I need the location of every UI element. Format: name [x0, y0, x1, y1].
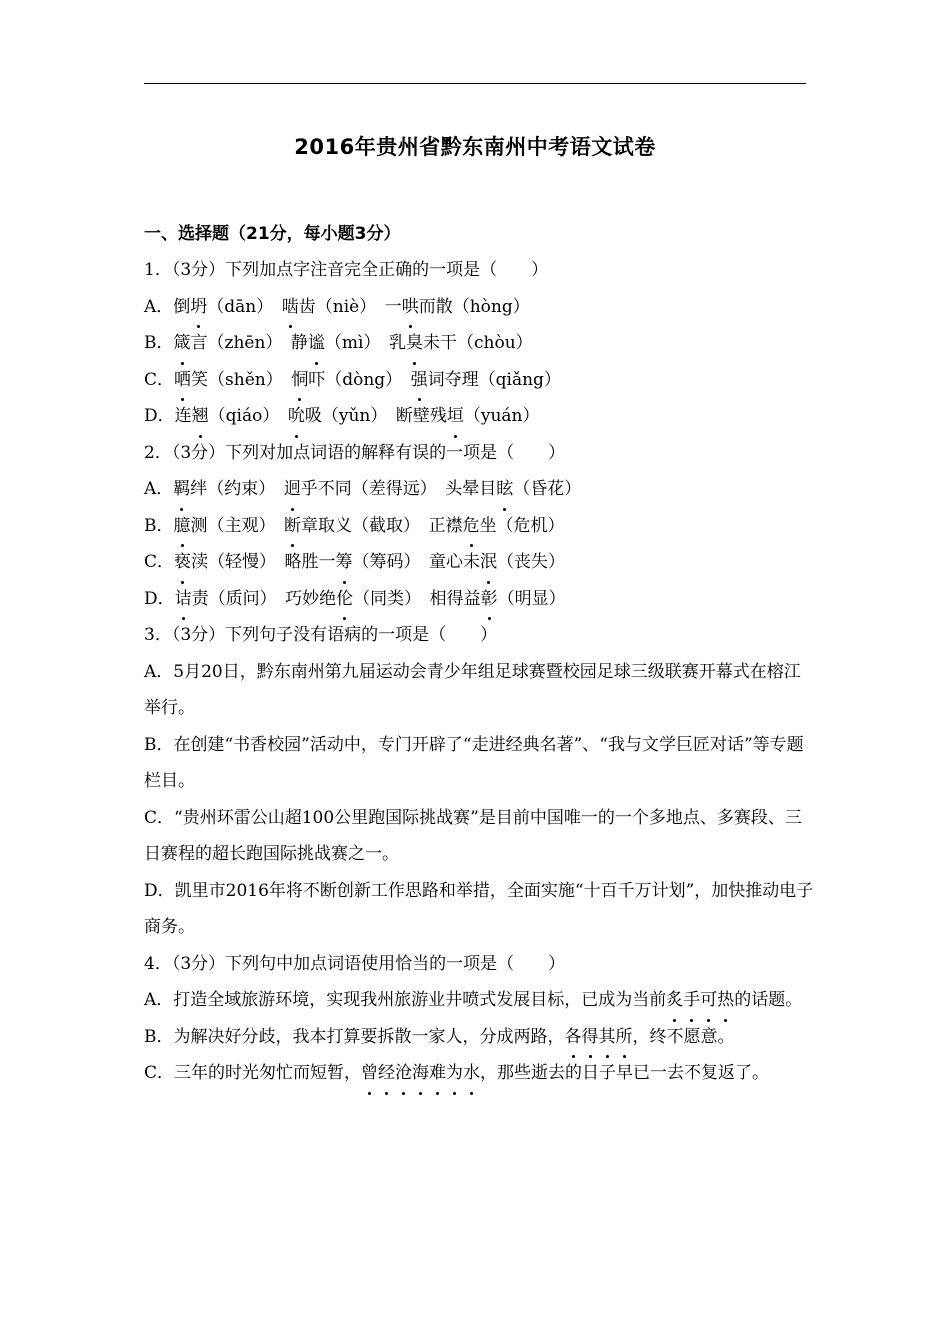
dotted-char: 诘: [175, 581, 192, 618]
dotted-char: 眩: [496, 471, 513, 508]
dotted-char: 所: [616, 1019, 633, 1056]
dotted-char: 臆: [174, 508, 191, 545]
dotted-char: 羁: [173, 471, 190, 508]
dotted-char: 臭: [406, 325, 423, 362]
dotted-char: 为: [446, 1055, 463, 1092]
dotted-char: 翘: [192, 398, 209, 435]
dotted-char: 沧: [395, 1055, 412, 1092]
dotted-char: 炙: [666, 982, 683, 1019]
dotted-char: 经: [378, 1055, 395, 1092]
option-c: C．哂笑（shěn） 恫吓（dòng） 强词夺理（qiǎng）: [144, 362, 816, 399]
dotted-char: 水: [463, 1055, 480, 1092]
dotted-char: 海: [412, 1055, 429, 1092]
question-1: [144, 252, 816, 435]
dotted-char: 强: [411, 362, 428, 399]
option-d: D．连翘（qiáo） 吮吸（yǔn） 断壁残垣（yuán）: [144, 398, 816, 435]
dotted-phrase: [361, 1055, 480, 1092]
dotted-char: 恫: [291, 362, 308, 399]
dotted-char: 曾: [361, 1055, 378, 1092]
dotted-char: 各: [565, 1019, 582, 1056]
dotted-char: 垣: [447, 398, 464, 435]
dotted-char: 迥: [284, 471, 301, 508]
dotted-char: 筹: [336, 544, 353, 581]
dotted-phrase: [565, 1019, 633, 1056]
page-title: 2016年贵州省黔东南州中考语文试卷: [294, 135, 656, 159]
header-rule: [144, 83, 806, 84]
question-4: [144, 946, 816, 1092]
dotted-char: 热: [717, 982, 734, 1019]
option-a: A．倒坍（dān） 啮齿（niè） 一哄而散（hòng）: [144, 289, 816, 326]
option-a: A．羁绊（约束） 迥乎不同（差得远） 头晕目眩（昏花）: [144, 471, 816, 508]
option-d: D．凯里市2016年将不断创新工作思路和举措，全面实施“十百千万计划”，加快推动电子商务。: [144, 880, 814, 937]
option-d: D．诘责（质问） 巧妙绝伦（同类） 相得益彰（明显）: [144, 581, 816, 618]
option-b: B．在创建“书香校园”活动中，专门开辟了“走进经典名著”、“我与文学巨匠对话”等专题栏目。: [144, 734, 804, 791]
dotted-char: 哄: [402, 289, 419, 326]
dotted-char: 箴: [174, 325, 191, 362]
dotted-char: 吮: [288, 398, 305, 435]
dotted-char: 难: [429, 1055, 446, 1092]
dotted-char: 哂: [174, 362, 191, 399]
dotted-char: 得: [582, 1019, 599, 1056]
question-3: [144, 617, 816, 946]
option-b: B．臆测（主观） 断章取义（截取） 正襟危坐（危机）: [144, 508, 816, 545]
dotted-char: 伦: [336, 581, 353, 618]
question-stem: 3．（3分）下列句子没有语病的一项是（ ）: [144, 625, 498, 645]
option-a: A．5月20日，黔东南州第九届运动会青少年组足球赛暨校园足球三级联赛开幕式在榕江举行。: [144, 661, 801, 718]
exam-content: [144, 219, 816, 1092]
dotted-char: 彰: [481, 581, 498, 618]
option-b: B．箴言（zhēn） 静谧（mì） 乳臭未干（chòu）: [144, 325, 816, 362]
dotted-char: 坍: [190, 289, 207, 326]
question-stem: 1．（3分）下列加点字注音完全正确的一项是（ ）: [144, 260, 549, 280]
dotted-char: 危: [463, 508, 480, 545]
option-a: A．打造全域旅游环境，实现我州旅游业井喷式发展目标，已成为当前炙手可热的话题。: [144, 982, 816, 1019]
question-2: [144, 435, 816, 618]
dotted-char: 谧: [308, 325, 325, 362]
option-b: B．为解决好分歧，我本打算要拆散一家人，分成两路，各得其所，终不愿意。: [144, 1019, 816, 1056]
question-stem: 2．（3分）下列对加点词语的解释有误的一项是（ ）: [144, 442, 566, 463]
dotted-char: 亵: [174, 544, 191, 581]
dotted-char: 断: [284, 508, 301, 545]
dotted-char: 泯: [480, 544, 497, 581]
dotted-char: 啮: [282, 289, 299, 326]
dotted-char: 可: [700, 982, 717, 1019]
option-c: C．“贵州环雷公山超100公里跑国际挑战赛”是目前中国唯一的一个多地点、多赛段、三日赛程的超长跑国际挑战赛之一。: [144, 807, 802, 864]
dotted-char: 其: [599, 1019, 616, 1056]
section-heading: 一、选择题（21分，每小题3分）: [144, 224, 401, 244]
question-stem: 4．（3分）下列句中加点词语使用恰当的一项是（ ）: [144, 953, 566, 974]
dotted-char: 手: [683, 982, 700, 1019]
option-c: C．三年的时光匆忙而短暂，曾经沧海难为水，那些逝去的日子早已一去不复返了。: [144, 1055, 816, 1092]
dotted-phrase: [666, 982, 734, 1019]
option-c: C．亵渎（轻慢） 略胜一筹（筹码） 童心未泯（丧失）: [144, 544, 816, 581]
